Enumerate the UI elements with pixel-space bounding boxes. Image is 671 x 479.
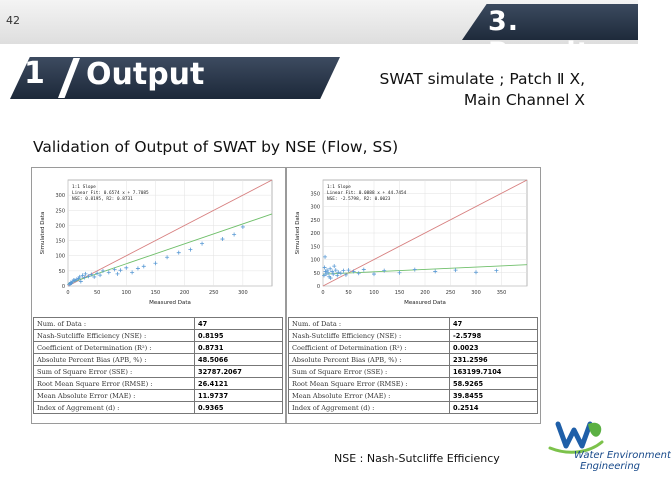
y-tick-label: 50 [313,270,320,277]
page-number: 42 [6,14,20,27]
x-tick-label: 250 [445,290,456,296]
logo-text-line2: Engineering [580,461,640,472]
table-row: Nash-Sutcliffe Efficiency (NSE) : 0.8195 [34,330,283,342]
table-row: Num. of Data : 47 [34,318,283,330]
table-row: Absolute Percent Bias (APB, %) : 48.5066 [34,354,283,366]
legend-entry: NSE: 0.8195, R2: 0.8731 [72,197,133,202]
table-row: Index of Aggrement (d) : 0.9365 [34,402,283,414]
x-tick-label: 300 [471,290,481,296]
y-tick-label: 350 [310,191,320,198]
y-tick-label: 50 [58,268,65,275]
y-tick-label: 100 [310,257,320,264]
flow-validation-panel [31,167,286,424]
nse-footnote: NSE : Nash-Sutcliffe Efficiency [334,452,500,465]
table-row: Index of Aggrement (d) : 0.2514 [289,402,538,414]
table-row: Coefficient of Determination (R²) : 0.0023 [289,342,538,354]
legend-entry: 1:1 Slope [72,185,96,190]
y-tick-label: 0 [316,284,320,290]
y-tick-label: 150 [310,244,320,251]
logo-leaf-mark [588,423,601,437]
y-tick-label: 200 [55,223,65,230]
table-row: Sum of Square Error (SSE) : 32787.2067 [34,366,283,378]
x-tick-label: 0 [321,290,325,296]
flow-scatter-plot [32,168,285,311]
table-row: Mean Absolute Error (MAE) : 39.8455 [289,390,538,402]
legend-entry: 1:1 Slope [327,185,351,190]
x-tick-label: 200 [179,290,190,296]
y-axis-label: Simulated Data [295,211,301,255]
x-tick-label: 150 [394,290,405,296]
y-tick-label: 250 [55,208,65,215]
x-tick-label: 350 [496,290,507,296]
legend-entry: Linear Fit: 0.0888 x + 44.7454 [327,191,407,196]
section-title: 3. Results [488,6,608,68]
table-row: Absolute Percent Bias (APB, %) : 231.2596 [289,354,538,366]
x-tick-label: 300 [238,290,248,296]
legend-entry: NSE: -2.5798, R2: 0.0023 [327,197,391,202]
y-axis-label: Simulated Data [40,211,46,255]
table-row: Root Mean Square Error (RMSE) : 26.4121 [34,378,283,390]
output-badge-number: 1 [24,56,45,91]
x-tick-label: 0 [66,290,70,296]
table-row: Num. of Data : 47 [289,318,538,330]
validation-title: Validation of Output of SWAT by NSE (Flow, SS) [33,138,399,156]
swat-caption-line2: Main Channel X [463,91,585,109]
table-row: Root Mean Square Error (RMSE) : 58.9265 [289,378,538,390]
swat-caption-line1: SWAT simulate ; Patch Ⅱ X, [379,70,585,88]
output-badge-label: Output [86,57,205,92]
x-axis-label: Measured Data [149,300,191,306]
table-row: Coefficient of Determination (R²) : 0.8731 [34,342,283,354]
x-tick-label: 100 [121,290,132,296]
ss-validation-panel [286,167,541,424]
logo-wave-mark [558,424,590,446]
logo-text-line1: Water Environment [574,450,671,461]
y-tick-label: 100 [55,253,65,260]
x-tick-label: 50 [345,290,352,296]
legend-entry: Linear Fit: 0.6574 x + 7.7085 [72,191,149,196]
y-tick-label: 250 [310,217,320,224]
table-row: Nash-Sutcliffe Efficiency (NSE) : -2.5798 [289,330,538,342]
x-tick-label: 250 [208,290,219,296]
x-axis-label: Measured Data [404,300,446,306]
x-tick-label: 150 [150,290,161,296]
y-tick-label: 0 [61,284,65,290]
y-tick-label: 300 [310,204,320,211]
y-tick-label: 300 [55,193,65,200]
ss-scatter-plot [287,168,540,311]
table-row: Sum of Square Error (SSE) : 163199.7104 [289,366,538,378]
y-tick-label: 200 [310,231,320,237]
x-tick-label: 200 [420,290,430,296]
table-row: Mean Absolute Error (MAE) : 11.9737 [34,390,283,402]
x-tick-label: 50 [93,290,101,296]
ss-stats-table [288,317,538,414]
x-tick-label: 100 [369,290,379,296]
flow-stats-table [33,317,283,414]
y-tick-label: 150 [55,238,65,245]
